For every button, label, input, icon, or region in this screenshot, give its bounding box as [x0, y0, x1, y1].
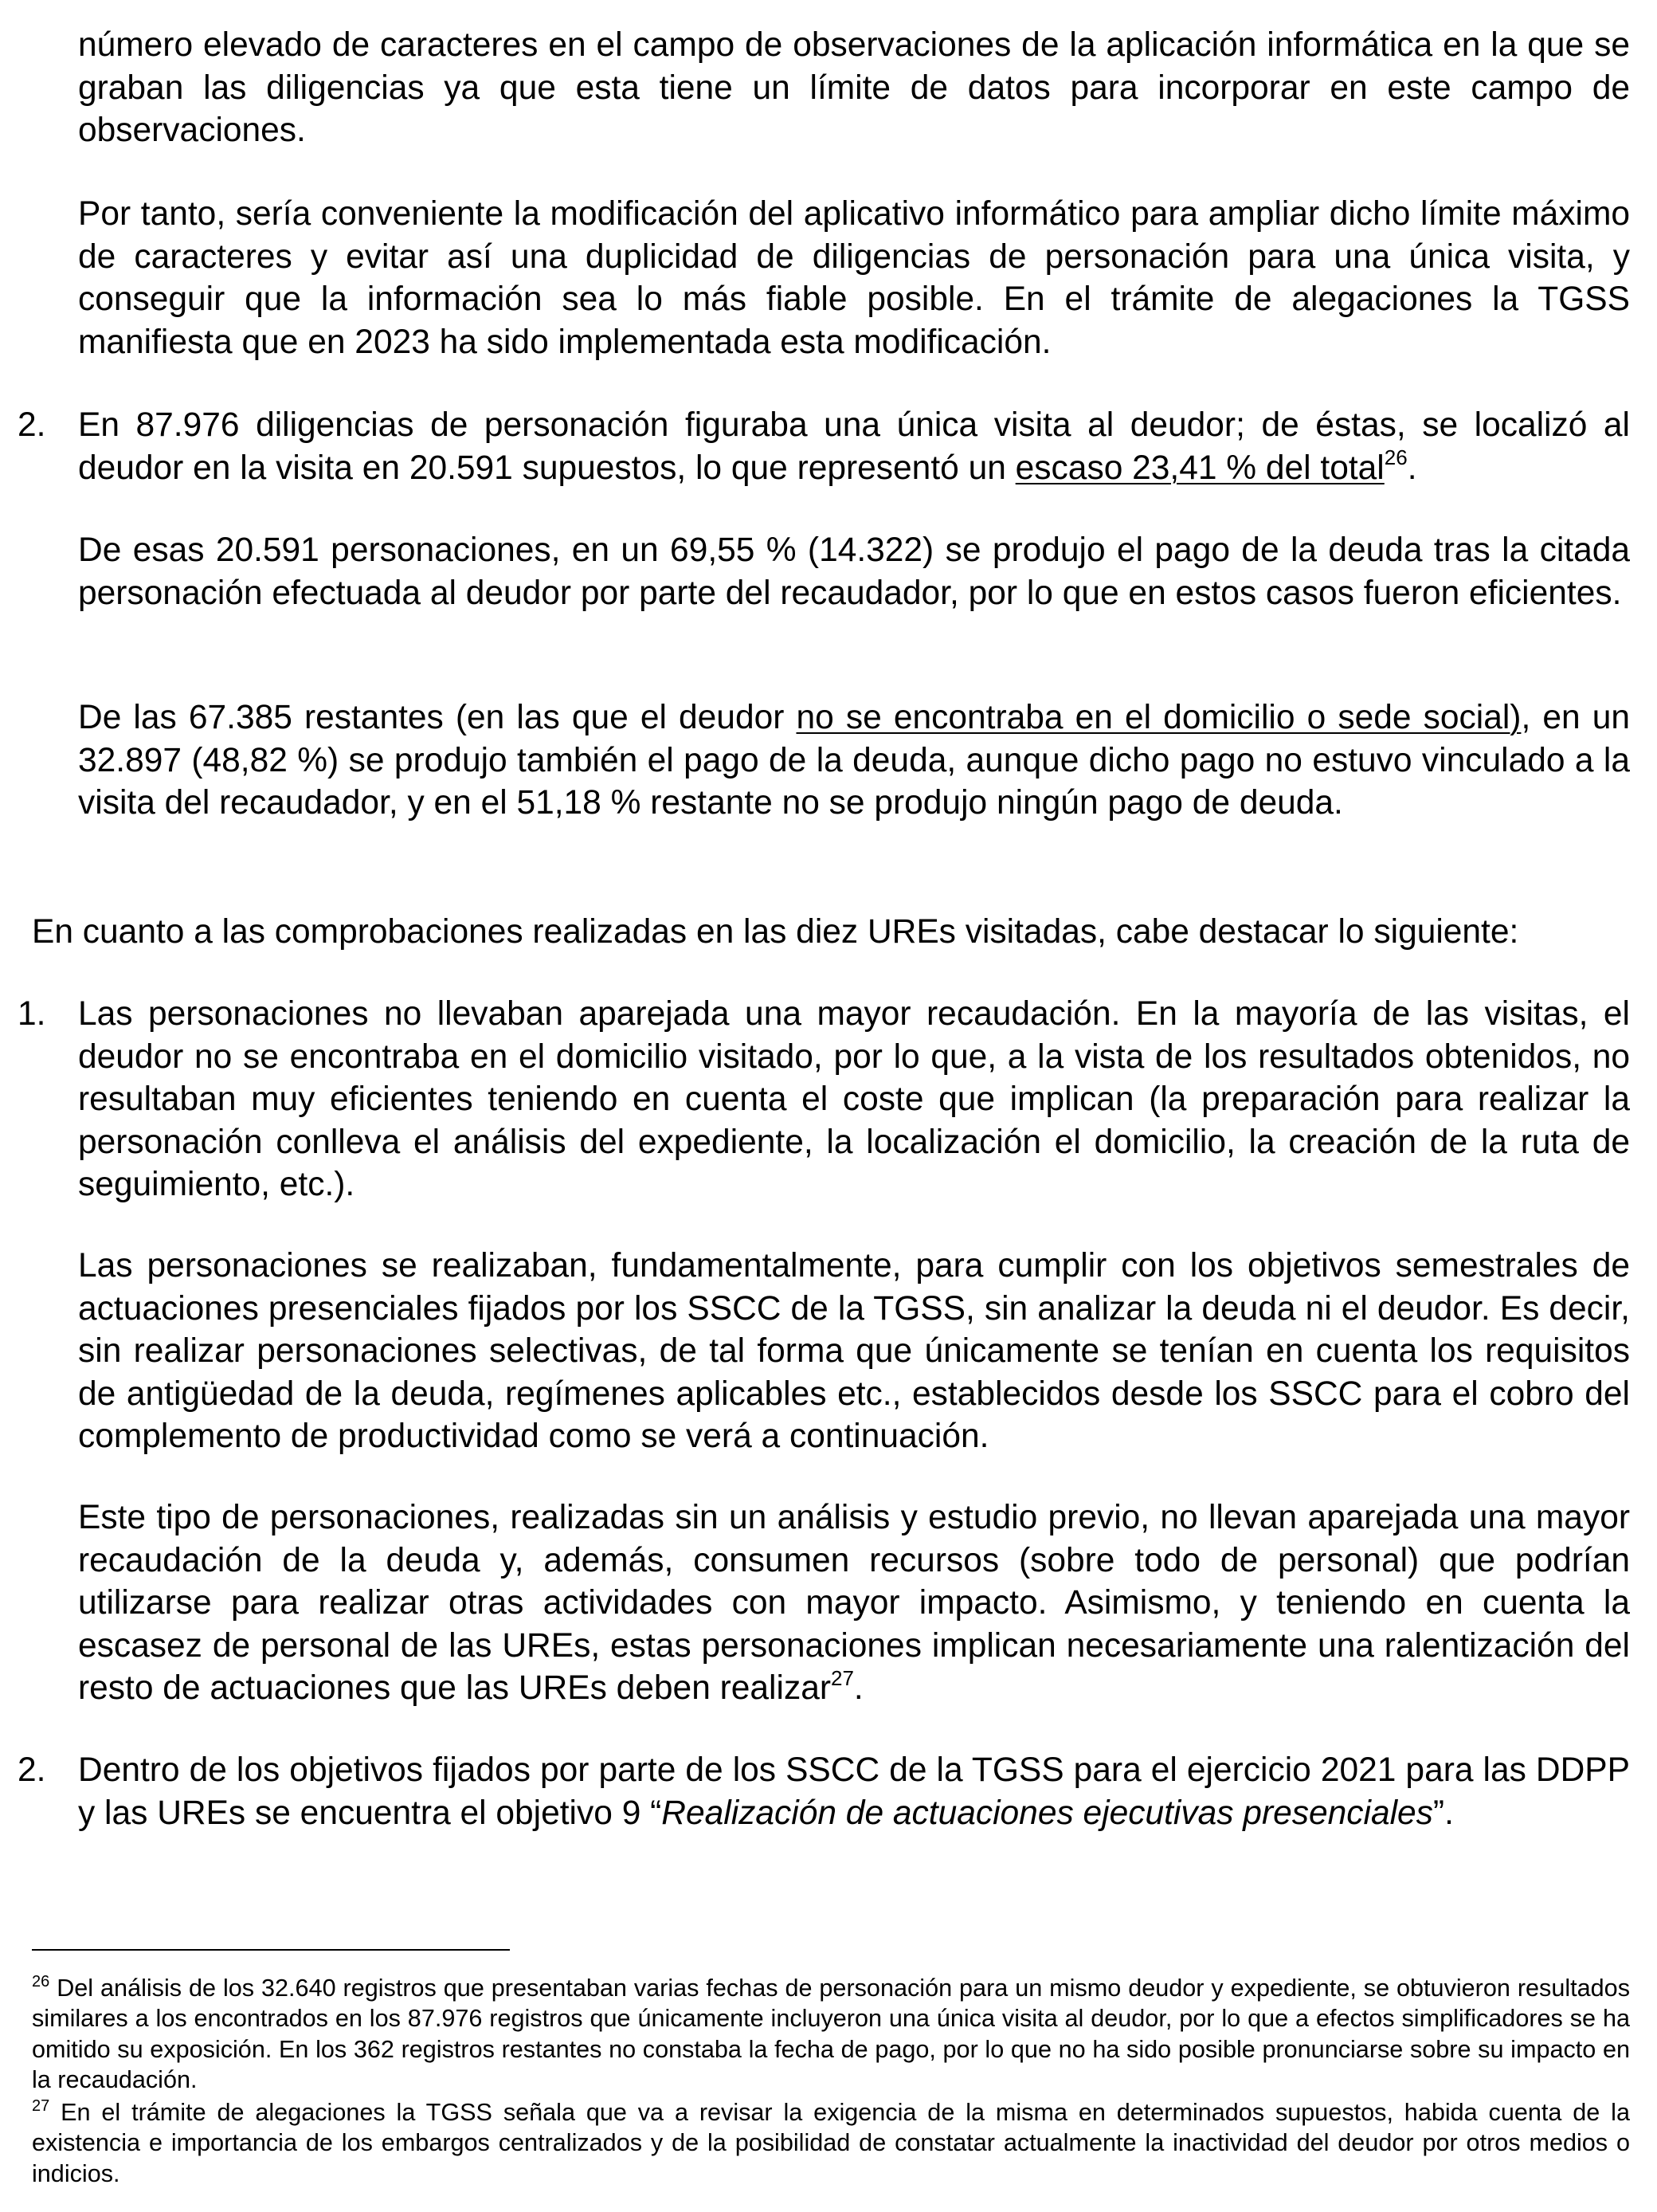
- tipo-after: .: [853, 1669, 864, 1708]
- list-number: 2.: [18, 406, 46, 444]
- objetivo-text-end: ”.: [1432, 1794, 1454, 1832]
- paragraph-por-tanto: [78, 193, 1630, 363]
- tipo-text: Este tipo de personaciones, realizadas sin un análisis y estudio previo, no llevan aparejada una mayor recaudación de la deuda y, además, consumen recursos (sobre todo de personal) que podrían utilizarse para realizar otras actividades con mayor impacto. Asimismo, y teniendo en cuenta la escasez de personal de las UREs, estas personaciones implican necesariamente una ralentización del resto de actuaciones que las UREs deben realizar: [78, 1499, 1630, 1708]
- item-text-end: .: [1407, 449, 1417, 487]
- footnote-ref-27: 27: [830, 1666, 854, 1691]
- list-number: 1.: [18, 995, 46, 1033]
- paragraph-intro: [78, 24, 1630, 152]
- footnote-ref-26: 26: [1384, 445, 1408, 470]
- list-item-1-text: Las personaciones no llevaban aparejada una mayor recaudación. En la mayoría de las visitas, el deudor no se encontraba en el domicilio visitado, por lo que, a la vista de los resultados obtenidos, no resultaban muy eficientes teniendo en cuenta el coste que implican (la preparación para realizar la personación conlleva el análisis del expediente, la localización el domicilio, la creación de la ruta de seguimiento, etc.).: [78, 995, 1630, 1204]
- underlined-text: escaso 23,41 % del total: [1015, 449, 1385, 487]
- paragraph-en-cuanto-text: En cuanto a las comprobaciones realizadas en las diez UREs visitadas, cabe destacar lo siguiente:: [32, 913, 1519, 951]
- paragraph-de-esas-text: De esas 20.591 personaciones, en un 69,55 % (14.322) se produjo el pago de la deuda tras la citada personación efectuada al deudor por parte del recaudador, por lo que en estos casos fueron eficientes.: [78, 531, 1630, 612]
- footnote-separator: [32, 1949, 510, 1951]
- paragraph-restantes: [78, 696, 1630, 825]
- footnote-26: [32, 1973, 1630, 2096]
- restantes-after: , en un 32.897 (48,82 %) se produjo también el pago de la deuda, aunque dicho pago no estuvo vinculado a la visita del recaudador, y en el 51,18 % restante no se produjo ningún pago de deuda.: [78, 699, 1630, 822]
- paragraph-intro-text: número elevado de caracteres en el campo de observaciones de la aplicación informática en la que se graban las diligencias ya que esta tiene un límite de datos para incorporar en este campo de observaciones.: [78, 26, 1630, 150]
- item-text: En 87.976 diligencias de personación figuraba una única visita al deudor; de éstas, se localizó al deudor en la visita en 20.591 supuestos, lo que representó un: [78, 406, 1630, 487]
- paragraph-de-esas: [78, 529, 1630, 614]
- italic-text: Realización de actuaciones ejecutivas presenciales: [661, 1794, 1433, 1832]
- paragraph-en-cuanto: [32, 911, 1630, 954]
- footnote-text: Del análisis de los 32.640 registros que presentaban varias fechas de personación para un mismo deudor y expediente, se obtuvieron resultados similares a los encontrados en los 87.976 registros que únicamente incluyeron una única visita al deudor, por lo que a efectos simplificadores se ha omitido su exposición. En los 362 registros restantes no constaba la fecha de pago, por lo que no ha sido posible pronunciarse sobre su impacto en la recaudación.: [32, 1975, 1630, 2094]
- list-item-2-personaciones: [78, 404, 1630, 489]
- paragraph-objetivos: [78, 1245, 1630, 1458]
- list-item-2-objetivo-9: [78, 1749, 1630, 1834]
- footnote-number: 27: [32, 2096, 50, 2115]
- paragraph-objetivos-text: Las personaciones se realizaban, fundamentalmente, para cumplir con los objetivos semestrales de actuaciones presenciales fijados por los SSCC de la TGSS, sin analizar la deuda ni el deudor. Es decir, sin realizar personaciones selectivas, de tal forma que únicamente se tenían en cuenta los requisitos de antigüedad de la deuda, regímenes aplicables etc., establecidos desde los SSCC para el cobro del complemento de productividad como se verá a continuación.: [78, 1247, 1630, 1456]
- footnote-27: [32, 2097, 1630, 2189]
- underlined-text: no se encontraba en el domicilio o sede social): [796, 699, 1522, 736]
- footnote-number: 26: [32, 1972, 50, 1990]
- restantes-before: De las 67.385 restantes (en las que el deudor: [78, 699, 797, 736]
- paragraph-tipo-personaciones: [78, 1496, 1630, 1710]
- paragraph-por-tanto-text: Por tanto, sería conveniente la modificación del aplicativo informático para ampliar dicho límite máximo de caracteres y evitar así una duplicidad de diligencias de personación para una única visita, y conseguir que la información sea lo más fiable posible. En el trámite de alegaciones la TGSS manifiesta que en 2023 ha sido implementada esta modificación.: [78, 195, 1630, 361]
- list-number: 2.: [18, 1751, 46, 1789]
- objetivo-text: Dentro de los objetivos fijados por parte de los SSCC de la TGSS para el ejercicio 2021 para las DDPP y las UREs se encuentra el objetivo 9 “: [78, 1751, 1630, 1832]
- list-item-1-recaudacion: [78, 993, 1630, 1206]
- footnote-text: En el trámite de alegaciones la TGSS señala que va a revisar la exigencia de la misma en determinados supuestos, habida cuenta de la existencia e importancia de los embargos centralizados y de la posibilidad de constatar actualmente la inactividad del deudor por otros medios o indicios.: [32, 2099, 1630, 2187]
